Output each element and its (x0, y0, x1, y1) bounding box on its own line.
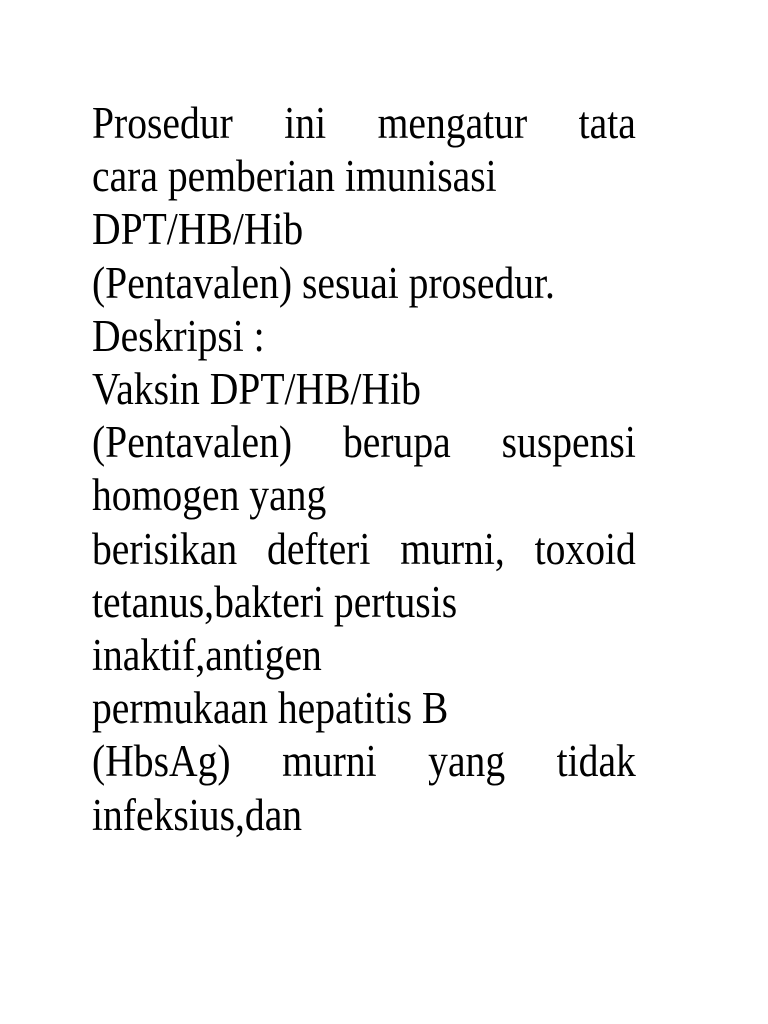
text-line: infeksius,dan (92, 789, 303, 840)
text-line: (HbsAg) murni yang tidak (92, 736, 636, 787)
text-line: Vaksin DPT/HB/Hib (92, 364, 421, 415)
text-line: Prosedur ini mengatur tata (92, 98, 636, 148)
text-line: Deskripsi : (92, 310, 265, 361)
text-line: (Pentavalen) sesuai prosedur. (92, 257, 555, 308)
text-line: cara pemberian imunisasi (92, 151, 497, 202)
text-line: homogen yang (92, 470, 327, 521)
text-line: berisikan defteri murni, toxoid (92, 523, 636, 574)
text-line: inaktif,antigen (92, 630, 322, 681)
text-line: (Pentavalen) berupa suspensi (92, 417, 636, 468)
text-line: DPT/HB/Hib (92, 204, 304, 255)
text-line: tetanus,bakteri pertusis (92, 576, 458, 627)
text-line: permukaan hepatitis B (92, 683, 449, 734)
body-text (92, 97, 636, 842)
